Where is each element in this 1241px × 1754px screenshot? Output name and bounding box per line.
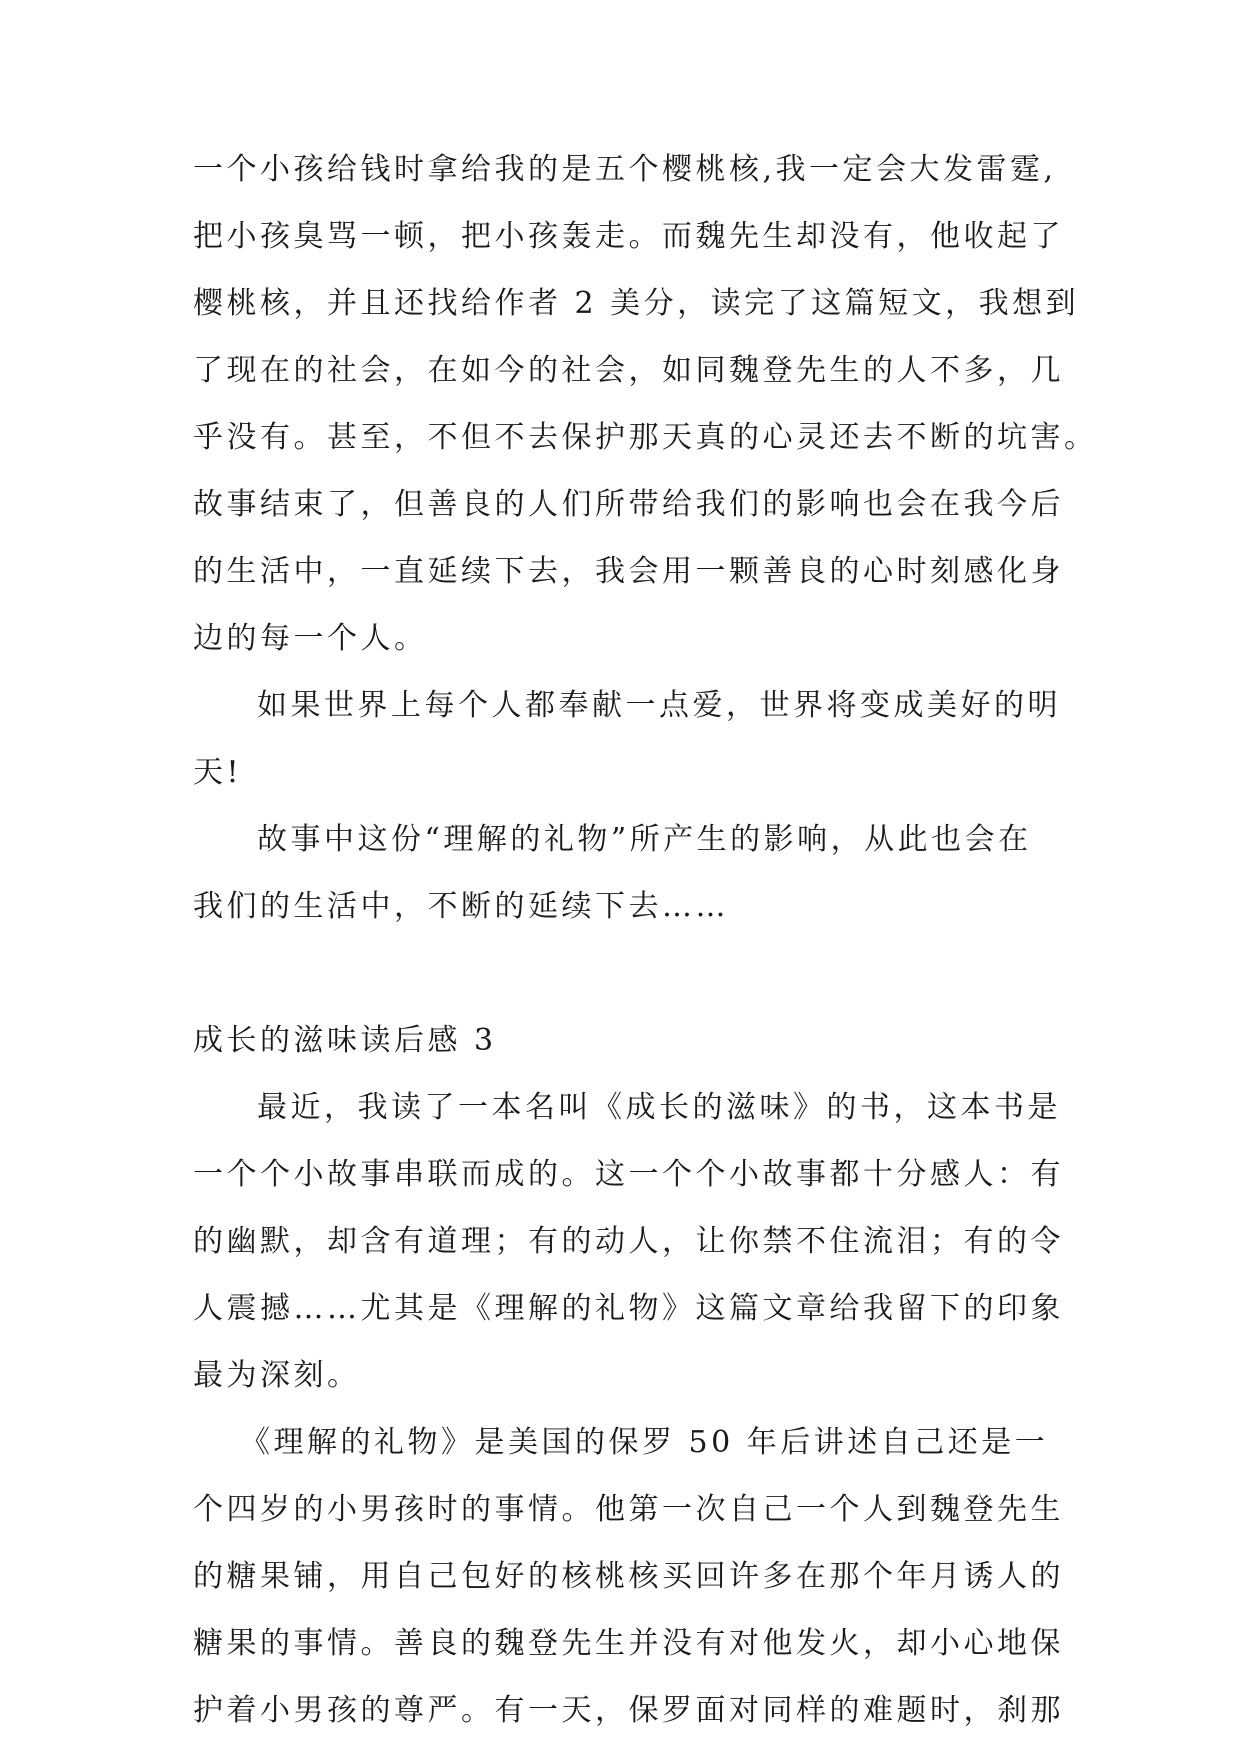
text-line: 最近，我读了一本名叫《成长的滋味》的书，这本书是 bbox=[257, 1090, 1061, 1125]
section-heading: 成长的滋味读后感 3 bbox=[193, 1023, 497, 1058]
text-line: 故事结束了，但善良的人们所带给我们的影响也会在我今后 bbox=[193, 487, 1064, 522]
text-line: 最为深刻。 bbox=[193, 1358, 361, 1393]
text-line: 《理解的礼物》是美国的保罗 50 年后讲述自己还是一 bbox=[240, 1425, 1049, 1460]
text-line: 的幽默，却含有道理；有的动人，让你禁不住流泪；有的令 bbox=[193, 1224, 1064, 1259]
text-line: 天! bbox=[193, 755, 243, 790]
text-line: 的糖果铺，用自己包好的核桃核买回许多在那个年月诱人的 bbox=[193, 1559, 1064, 1594]
text-line: 樱桃核，并且还找给作者 2 美分，读完了这篇短文，我想到 bbox=[193, 286, 1080, 321]
text-line: 故事中这份“理解的礼物”所产生的影响，从此也会在 bbox=[257, 822, 1032, 857]
text-line: 把小孩臭骂一顿，把小孩轰走。而魏先生却没有，他收起了 bbox=[193, 219, 1064, 254]
text-line: 我们的生活中，不断的延续下去…… bbox=[193, 889, 729, 924]
text-line: 人震撼……尤其是《理解的礼物》这篇文章给我留下的印象 bbox=[193, 1291, 1064, 1326]
text-line: 护着小男孩的尊严。有一天，保罗面对同样的难题时，刹那 bbox=[193, 1693, 1064, 1728]
text-line: 的生活中，一直延续下去，我会用一颗善良的心时刻感化身 bbox=[193, 554, 1064, 589]
text-line: 糖果的事情。善良的魏登先生并没有对他发火，却小心地保 bbox=[193, 1626, 1064, 1661]
text-line: 如果世界上每个人都奉献一点爱，世界将变成美好的明 bbox=[257, 688, 1061, 723]
text-line: 了现在的社会，在如今的社会，如同魏登先生的人不多，几 bbox=[193, 353, 1064, 388]
text-line: 边的每一个人。 bbox=[193, 621, 428, 656]
text-line: 个四岁的小男孩时的事情。他第一次自己一个人到魏登先生 bbox=[193, 1492, 1064, 1527]
text-line: 乎没有。甚至，不但不去保护那天真的心灵还去不断的坑害。 bbox=[193, 420, 1098, 455]
text-line: 一个个小故事串联而成的。这一个个小故事都十分感人：有 bbox=[193, 1157, 1064, 1192]
text-line: 一个小孩给钱时拿给我的是五个樱桃核,我一定会大发雷霆, bbox=[193, 152, 1057, 187]
